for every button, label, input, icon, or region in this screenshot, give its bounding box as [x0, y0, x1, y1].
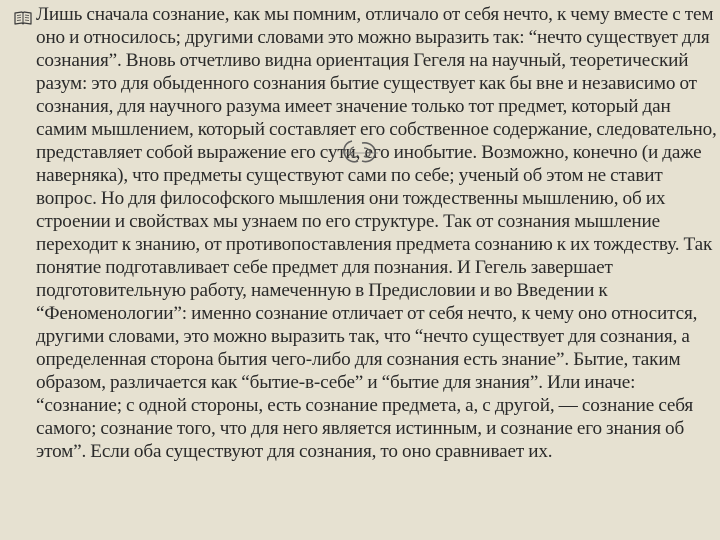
body-text: Лишь сначала сознание, как мы помним, отличало от себя нечто, к чему вместе с тем оно и относилось; другими словами это можно выразить так: “нечто существует для сознания”. Вновь отчетливо видна ориентация Гегеля на научный, теоретический разум: это для обыденного сознания бытие существует как бы вне и независимо от сознания, для научного разума имеет значение только тот предмет, который дан самим мышлением, который составляет его собственное содержание, следовательно, представляет собой выражение его сути, его инобытие. Возможно, конечно (и даже наверняка), что предметы существуют сами по себе; ученый об этом не ставит вопрос. Но для философского мышления они тождественны мышлению, об их строении и свойствах мы узнаем по его структуре. Так от сознания мышление переходит к знанию, от противопоставления предмета сознанию к их тождеству. Так понятие подготавливает себе предмет для познания. И Гегель завершает подготовительную работу, намеченную в Предисловии и во Введении к “Феноменологии”: именно сознание отличает от себя нечто, к чему оно относится, другими словами, это можно выразить так, что “нечто существует для сознания, а определенная сторона бытия чего-либо для сознания есть знание”. Бытие, таким образом, различается как “бытие-в-себе” и “бытие для знания”. Или иначе: “сознание; с одной стороны, есть сознание предмета, а, с другой, — сознание себя самого; сознание того, что для него является истинным, и сознание его знания об этом”. Если оба существуют для сознания, то оно сравнивает их. — [36, 4, 717, 462]
book-bullet-icon — [14, 10, 32, 26]
logo-watermark-icon — [338, 137, 382, 167]
bullet-paragraph — [4, 4, 716, 534]
